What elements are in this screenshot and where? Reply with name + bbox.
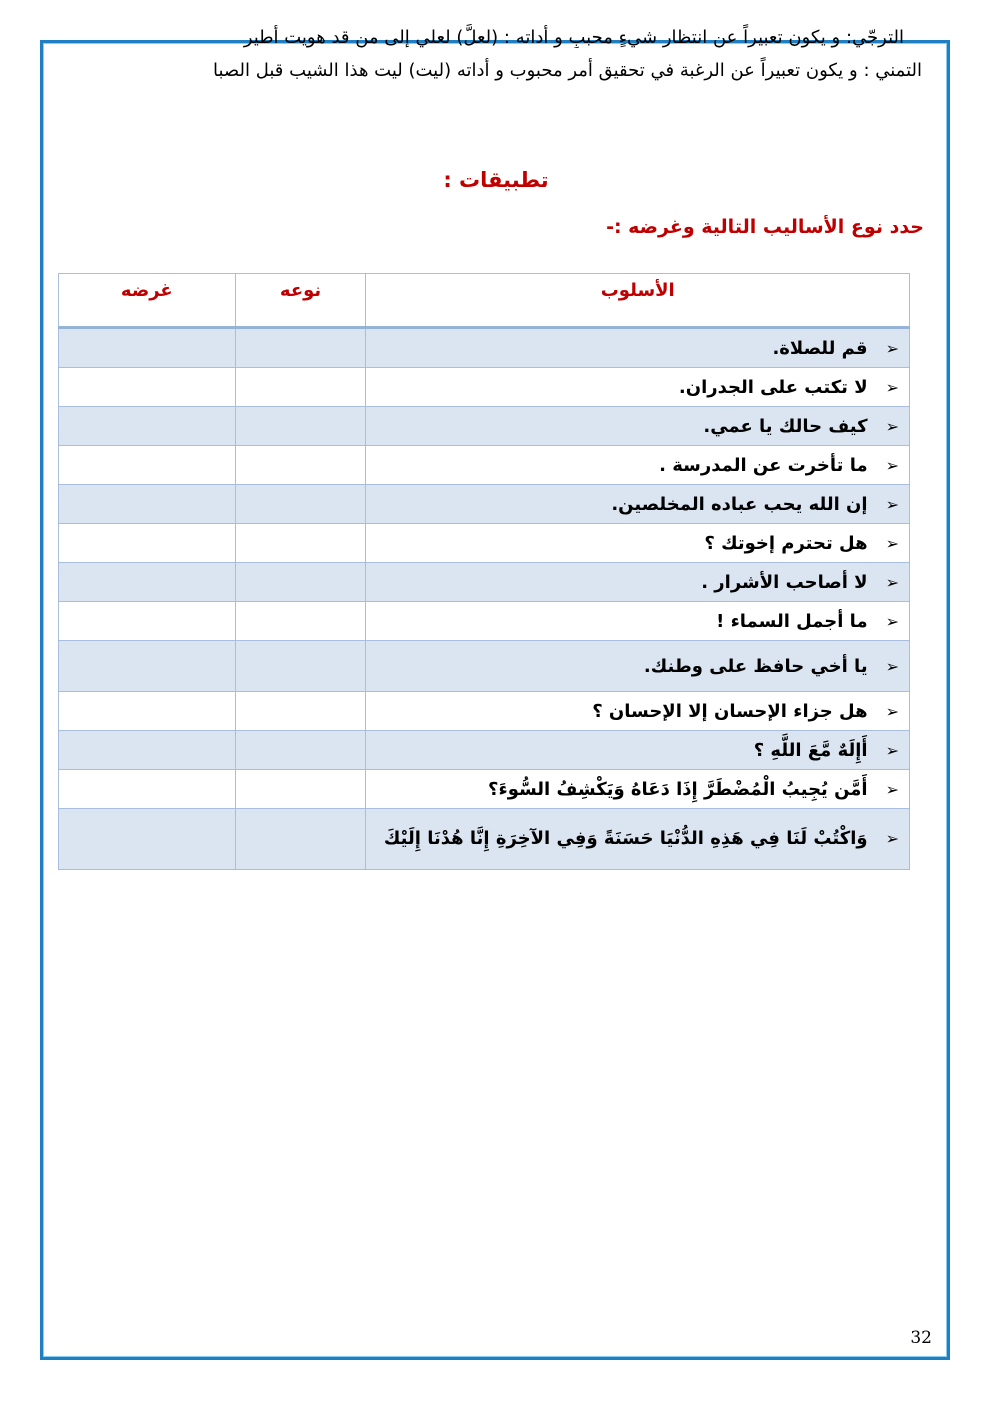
style-cell — [366, 602, 910, 641]
purpose-cell[interactable] — [59, 731, 236, 770]
style-cell — [366, 641, 910, 692]
style-cell — [366, 446, 910, 485]
style-cell — [366, 485, 910, 524]
purpose-cell[interactable] — [59, 485, 236, 524]
type-cell[interactable] — [235, 602, 366, 641]
arrow-bullet-icon: ➢ — [885, 572, 899, 592]
arrow-bullet-icon: ➢ — [885, 829, 899, 848]
header-purpose: غرضه — [59, 274, 236, 328]
purpose-cell[interactable] — [59, 524, 236, 563]
arrow-bullet-icon: ➢ — [885, 611, 899, 631]
purpose-cell[interactable] — [59, 446, 236, 485]
table-row — [59, 770, 910, 809]
purpose-cell[interactable] — [59, 809, 236, 870]
style-cell — [366, 731, 910, 770]
table-row — [59, 731, 910, 770]
arrow-bullet-icon: ➢ — [885, 416, 899, 436]
table-row — [59, 328, 910, 368]
type-cell[interactable] — [235, 407, 366, 446]
table-row — [59, 368, 910, 407]
style-cell — [366, 368, 910, 407]
intro-line-tamanni: التمني : و يكون تعبيراً عن الرغبة في تحقيق أمر محبوب و أداته (ليت) ليت هذا الشيب قبل الصبا — [213, 60, 922, 81]
type-cell[interactable] — [235, 770, 366, 809]
style-text: قم للصلاة. — [772, 337, 868, 359]
style-cell — [366, 407, 910, 446]
style-text: لا أصاحب الأشرار . — [701, 571, 868, 593]
style-cell — [366, 770, 910, 809]
purpose-cell[interactable] — [59, 407, 236, 446]
arrow-bullet-icon: ➢ — [885, 779, 899, 799]
arrow-bullet-icon: ➢ — [885, 701, 899, 721]
arrow-bullet-icon: ➢ — [885, 533, 899, 553]
table-row — [59, 407, 910, 446]
purpose-cell[interactable] — [59, 368, 236, 407]
style-text: أَمَّن يُجِيبُ الْمُضْطَرَّ إِذَا دَعَاهُ وَيَكْشِفُ السُّوءَ؟ — [488, 778, 868, 800]
style-text: ما أجمل السماء ! — [716, 610, 868, 632]
table-row — [59, 602, 910, 641]
style-text: وَاكْتُبْ لَنَا فِي هَذِهِ الدُّنْيَا حَسَنَةً وَفِي الآخِرَةِ إِنَّا هُدْنَا إِلَيْكَ — [383, 828, 868, 849]
type-cell[interactable] — [235, 368, 366, 407]
header-type: نوعه — [235, 274, 366, 328]
type-cell[interactable] — [235, 485, 366, 524]
arrow-bullet-icon: ➢ — [885, 455, 899, 475]
style-text: هل جزاء الإحسان إلا الإحسان ؟ — [592, 700, 868, 722]
type-cell[interactable] — [235, 809, 366, 870]
purpose-cell[interactable] — [59, 641, 236, 692]
table-row — [59, 446, 910, 485]
table-row — [59, 692, 910, 731]
table-row — [59, 485, 910, 524]
type-cell[interactable] — [235, 692, 366, 731]
type-cell[interactable] — [235, 328, 366, 368]
style-text: يا أخي حافظ على وطنك. — [643, 655, 868, 677]
intro-line-tarajji-text: الترجّي: و يكون تعبيراً عن انتظار شيءٍ محببٍ و أداته : (لعلَّ) لعلي إلى من قد هويت أطير — [243, 27, 904, 48]
type-cell[interactable] — [235, 524, 366, 563]
style-cell — [366, 524, 910, 563]
type-cell[interactable] — [235, 731, 366, 770]
arrow-bullet-icon: ➢ — [885, 740, 899, 760]
purpose-cell[interactable] — [59, 770, 236, 809]
purpose-cell[interactable] — [59, 563, 236, 602]
style-cell — [366, 809, 910, 870]
type-cell[interactable] — [235, 446, 366, 485]
style-text: كيف حالك يا عمي. — [703, 415, 868, 437]
table-row — [59, 524, 910, 563]
style-text: أَإِلَهٌ مَّعَ اللَّهِ ؟ — [753, 739, 868, 761]
style-cell — [366, 563, 910, 602]
intro-line-tarajji — [84, 22, 904, 48]
exercise-table — [58, 273, 910, 870]
purpose-cell[interactable] — [59, 328, 236, 368]
table-row — [59, 563, 910, 602]
exercise-instruction: حدد نوع الأساليب التالية وغرضه :- — [606, 216, 924, 238]
type-cell[interactable] — [235, 641, 366, 692]
arrow-bullet-icon: ➢ — [885, 377, 899, 397]
style-text: ما تأخرت عن المدرسة . — [659, 454, 868, 476]
section-title: تطبيقات : — [443, 168, 549, 192]
style-text: هل تحترم إخوتك ؟ — [704, 532, 868, 554]
type-cell[interactable] — [235, 563, 366, 602]
purpose-cell[interactable] — [59, 602, 236, 641]
purpose-cell[interactable] — [59, 692, 236, 731]
table-row — [59, 641, 910, 692]
table-row — [59, 809, 910, 870]
arrow-bullet-icon: ➢ — [885, 656, 899, 676]
style-text: لا تكتب على الجدران. — [678, 376, 868, 398]
style-cell — [366, 692, 910, 731]
arrow-bullet-icon: ➢ — [885, 494, 899, 514]
style-cell — [366, 328, 910, 368]
page-number: 32 — [910, 1328, 932, 1348]
table-header-row — [59, 274, 910, 328]
header-style: الأسلوب — [366, 274, 910, 328]
style-text: إن الله يحب عباده المخلصين. — [611, 493, 868, 515]
arrow-bullet-icon: ➢ — [885, 338, 899, 358]
